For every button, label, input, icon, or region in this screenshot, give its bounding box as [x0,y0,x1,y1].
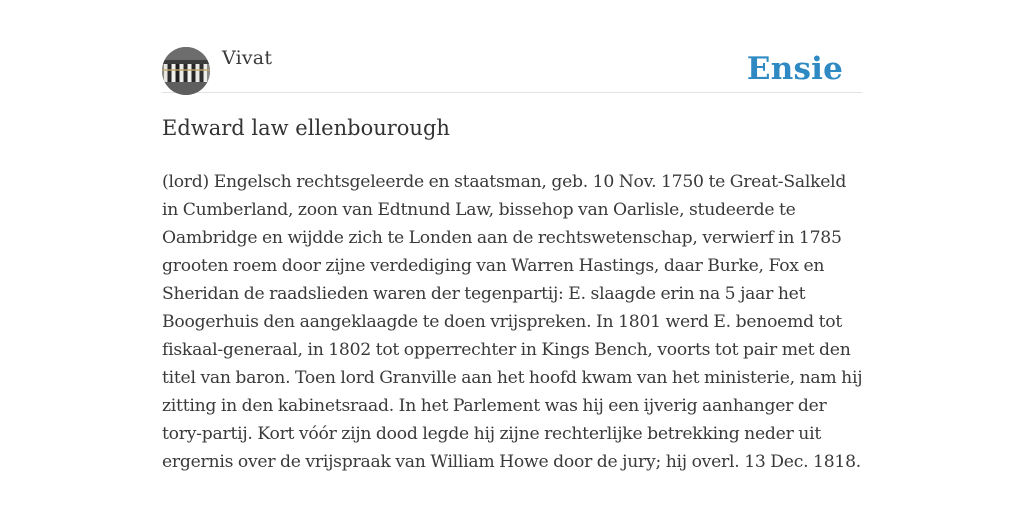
header [162,46,862,93]
avatar[interactable] [162,47,210,95]
article-body: (lord) Engelsch rechtsgeleerde en staatsman, geb. 10 Nov. 1750 te Great-Salkeld in Cumberland, zoon van Edtnund Law, bissehop van Oarlisle, studeerde te Oambridge en wijdde zich te Londen aan de rechtswetenschap, verwierf in 1785 grooten roem door zijne verdediging van Warren Hastings, daar Burke, Fox en Sheridan de raadslieden waren der tegenpartij: E. slaagde erin na 5 jaar het Boogerhuis den aangeklaagde te doen vrijspreken. In 1801 werd E. benoemd tot fiskaal-generaal, in 1802 tot opperrechter in Kings Bench, voorts tot pair met den titel van baron. Toen lord Granville aan het hoofd kwam van het ministerie, nam hij zitting in den kabinetsraad. In het Parlement was hij een ijverig aanhanger der tory-partij. Kort vóór zijn dood legde hij zijne rechterlijke betrekking neder uit ergernis over de vrijspraak van William Howe door de jury; hij overl. 13 Dec. 1818. [162,172,863,472]
page-title: Edward law ellenbourough [162,116,450,140]
source-name[interactable]: Vivat [222,47,273,69]
book-spines-icon [162,47,210,95]
brand-logo[interactable]: Ensie [746,51,843,87]
